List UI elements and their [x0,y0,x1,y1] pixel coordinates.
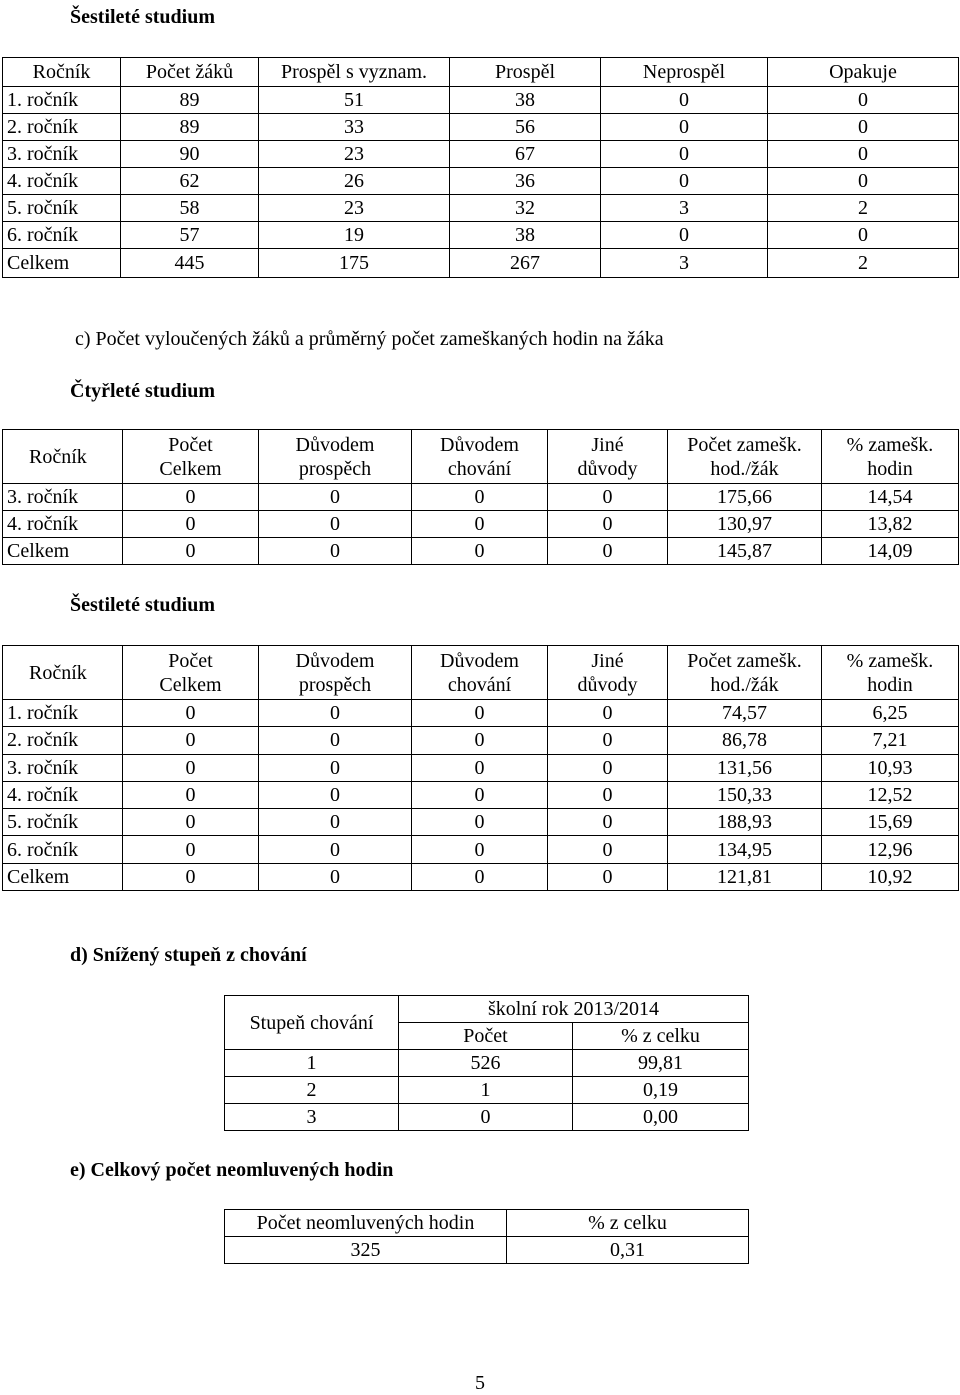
table-cell: 121,81 [668,863,822,890]
table-row [3,781,959,808]
table-cell: 188,93 [668,809,822,836]
table-cell: 0 [548,809,668,836]
header-rocnik: Ročník [3,646,123,700]
table-cell: 1 [399,1077,573,1104]
table-cell: 0 [259,484,412,511]
header-pct-zamesk: % zamešk. hodin [822,430,959,484]
table-row [3,863,959,890]
table-ctyrlete-zameskane [2,429,959,565]
table-cell: 3. ročník [3,141,121,168]
table-cell: 175,66 [668,484,822,511]
table-cell: 23 [259,195,450,222]
header-skolni-rok: školní rok 2013/2014 [399,996,749,1023]
table-cell: 89 [121,87,259,114]
table-row [3,114,959,141]
table-cell: 3 [601,195,768,222]
table-cell: 0 [259,781,412,808]
table-header-cell: Počet žáků [121,58,259,87]
table-cell: 3 [601,249,768,278]
table-cell: 0 [768,87,959,114]
header-duvodem-prospech: Důvodem prospěch [259,646,412,700]
section-title-e: e) Celkový počet neomluvených hodin [70,1159,394,1181]
table-cell: 10,92 [822,863,959,890]
table-cell: 57 [121,222,259,249]
table-cell: 6. ročník [3,222,121,249]
table-cell: 4. ročník [3,168,121,195]
table-cell: 2. ročník [3,114,121,141]
table-cell: 86,78 [668,727,822,754]
table-row [225,1050,749,1077]
table-cell: 0 [412,809,548,836]
table-cell: 0 [601,141,768,168]
table-cell: 0 [768,222,959,249]
table-cell: 67 [450,141,601,168]
table-cell: 131,56 [668,754,822,781]
table-cell: 12,52 [822,781,959,808]
table-header-row [3,58,959,87]
table-cell: 0 [412,781,548,808]
table-cell: 0 [601,114,768,141]
table-cell: 0 [259,727,412,754]
table-cell: 26 [259,168,450,195]
table-cell: 130,97 [668,511,822,538]
table-header-cell: Prospěl s vyznam. [259,58,450,87]
table-row [3,168,959,195]
table-cell: 0 [259,863,412,890]
table-cell: 0 [412,727,548,754]
table-cell: 3. ročník [3,754,123,781]
table-header-row [3,430,959,484]
header-pct-z-celku: % z celku [507,1210,749,1237]
table-cell: 74,57 [668,700,822,727]
table-cell: 51 [259,87,450,114]
table-cell: 56 [450,114,601,141]
table-header-row [225,1210,749,1237]
table-cell: 19 [259,222,450,249]
table-cell: Celkem [3,538,123,565]
header-rocnik: Ročník [3,430,123,484]
table-cell: 0 [412,863,548,890]
table-cell: 0 [601,168,768,195]
table-sestilete-prospech [2,57,959,278]
table-cell: 0 [123,809,259,836]
table-cell: 0,19 [573,1077,749,1104]
header-pocet-zamesk: Počet zamešk. hod./žák [668,646,822,700]
table-cell: 0 [412,754,548,781]
table-cell: 0 [123,781,259,808]
table-cell: 0 [259,511,412,538]
table-row [3,511,959,538]
table-cell: 145,87 [668,538,822,565]
table-cell: 7,21 [822,727,959,754]
table-cell: 6. ročník [3,836,123,863]
header-pocet: Počet Celkem [123,430,259,484]
table-row [3,141,959,168]
table-row [3,222,959,249]
table-cell: 14,09 [822,538,959,565]
table-cell: 2. ročník [3,727,123,754]
table-cell: 134,95 [668,836,822,863]
table-header-row [225,996,749,1023]
header-jine-duvody: Jiné důvody [548,646,668,700]
header-pocet-zamesk: Počet zamešk. hod./žák [668,430,822,484]
table-row [225,1104,749,1131]
table-cell: 0 [548,484,668,511]
table-row [3,484,959,511]
table-cell: 0 [601,87,768,114]
table-cell: 0 [548,511,668,538]
header-pct-z-celku: % z celku [573,1023,749,1050]
section-title-sestilete-1: Šestileté studium [70,6,215,28]
header-pct-zamesk: % zamešk. hodin [822,646,959,700]
table-cell: 4. ročník [3,511,123,538]
table-row [3,87,959,114]
table-row [225,1237,749,1264]
table-cell: 0 [548,863,668,890]
table-row [3,249,959,278]
table-row [3,754,959,781]
table-cell: 0 [548,781,668,808]
table-cell: 0 [548,538,668,565]
table-row [3,809,959,836]
table-cell: 13,82 [822,511,959,538]
table-cell: 36 [450,168,601,195]
table-cell: 0 [259,754,412,781]
table-cell: 0 [123,727,259,754]
table-cell: 0,00 [573,1104,749,1131]
table-cell: 0 [768,141,959,168]
header-duvodem-chovani: Důvodem chování [412,430,548,484]
header-jine-duvody: Jiné důvody [548,430,668,484]
table-cell: Celkem [3,249,121,278]
table-cell: 99,81 [573,1050,749,1077]
table-cell: 175 [259,249,450,278]
table-row [3,727,959,754]
table-neomluvene-hodiny [224,1209,749,1264]
table-cell: 0 [259,809,412,836]
table-cell: 1. ročník [3,87,121,114]
table-cell: 0 [548,727,668,754]
section-title-sestilete-2: Šestileté studium [70,594,215,616]
table-cell: 0 [399,1104,573,1131]
table-cell: 0 [123,538,259,565]
table-cell: 0 [548,754,668,781]
table-cell: 10,93 [822,754,959,781]
table-cell: 0 [123,700,259,727]
table-cell: 14,54 [822,484,959,511]
table-cell: 0 [412,538,548,565]
table-row [3,836,959,863]
table-cell: 0 [123,511,259,538]
table-cell: 62 [121,168,259,195]
table-cell: 267 [450,249,601,278]
table-cell: 3. ročník [3,484,123,511]
table-cell: 150,33 [668,781,822,808]
table-cell: 33 [259,114,450,141]
table-cell: Celkem [3,863,123,890]
table-cell: 1 [225,1050,399,1077]
table-header-cell: Opakuje [768,58,959,87]
table-cell: 0 [412,484,548,511]
table-cell: 38 [450,222,601,249]
table-cell: 0 [259,836,412,863]
table-sestilete-zameskane [2,645,959,891]
table-cell: 0 [412,511,548,538]
table-cell: 5. ročník [3,195,121,222]
table-cell: 445 [121,249,259,278]
table-cell: 0 [548,836,668,863]
table-cell: 23 [259,141,450,168]
header-pocet: Počet Celkem [123,646,259,700]
table-cell: 15,69 [822,809,959,836]
section-title-d: d) Snížený stupeň z chování [70,944,307,966]
table-header-cell: Ročník [3,58,121,87]
table-cell: 89 [121,114,259,141]
table-cell: 0 [123,863,259,890]
cell-pocet-neomluvenych: 325 [225,1237,507,1264]
table-header-row [3,646,959,700]
table-cell: 526 [399,1050,573,1077]
table-cell: 0 [412,700,548,727]
table-cell: 0 [548,700,668,727]
table-cell: 0 [412,836,548,863]
table-cell: 0 [259,538,412,565]
table-header-cell: Neprospěl [601,58,768,87]
table-cell: 0 [768,114,959,141]
table-cell: 58 [121,195,259,222]
table-header-cell: Prospěl [450,58,601,87]
header-pocet: Počet [399,1023,573,1050]
table-row [225,1077,749,1104]
section-title-ctyrlete: Čtyřleté studium [70,380,215,402]
table-cell: 0 [601,222,768,249]
table-cell: 1. ročník [3,700,123,727]
table-cell: 4. ročník [3,781,123,808]
table-cell: 90 [121,141,259,168]
section-title-c: c) Počet vyloučených žáků a průměrný počet zameškaných hodin na žáka [75,328,664,350]
table-row [3,538,959,565]
table-cell: 0 [123,484,259,511]
table-cell: 0 [123,754,259,781]
page-number: 5 [475,1372,485,1394]
header-duvodem-prospech: Důvodem prospěch [259,430,412,484]
header-duvodem-chovani: Důvodem chování [412,646,548,700]
table-cell: 0 [259,700,412,727]
table-snizeny-stupen [224,995,749,1131]
table-cell: 0 [123,836,259,863]
header-pocet-neomluvenych: Počet neomluvených hodin [225,1210,507,1237]
cell-pct-z-celku: 0,31 [507,1237,749,1264]
table-row [3,700,959,727]
table-cell: 3 [225,1104,399,1131]
table-cell: 2 [768,195,959,222]
table-row [3,195,959,222]
table-cell: 32 [450,195,601,222]
table-cell: 12,96 [822,836,959,863]
table-cell: 38 [450,87,601,114]
table-cell: 0 [768,168,959,195]
table-cell: 2 [768,249,959,278]
header-stupen-chovani: Stupeň chování [225,996,399,1050]
table-cell: 5. ročník [3,809,123,836]
table-cell: 2 [225,1077,399,1104]
table-cell: 6,25 [822,700,959,727]
